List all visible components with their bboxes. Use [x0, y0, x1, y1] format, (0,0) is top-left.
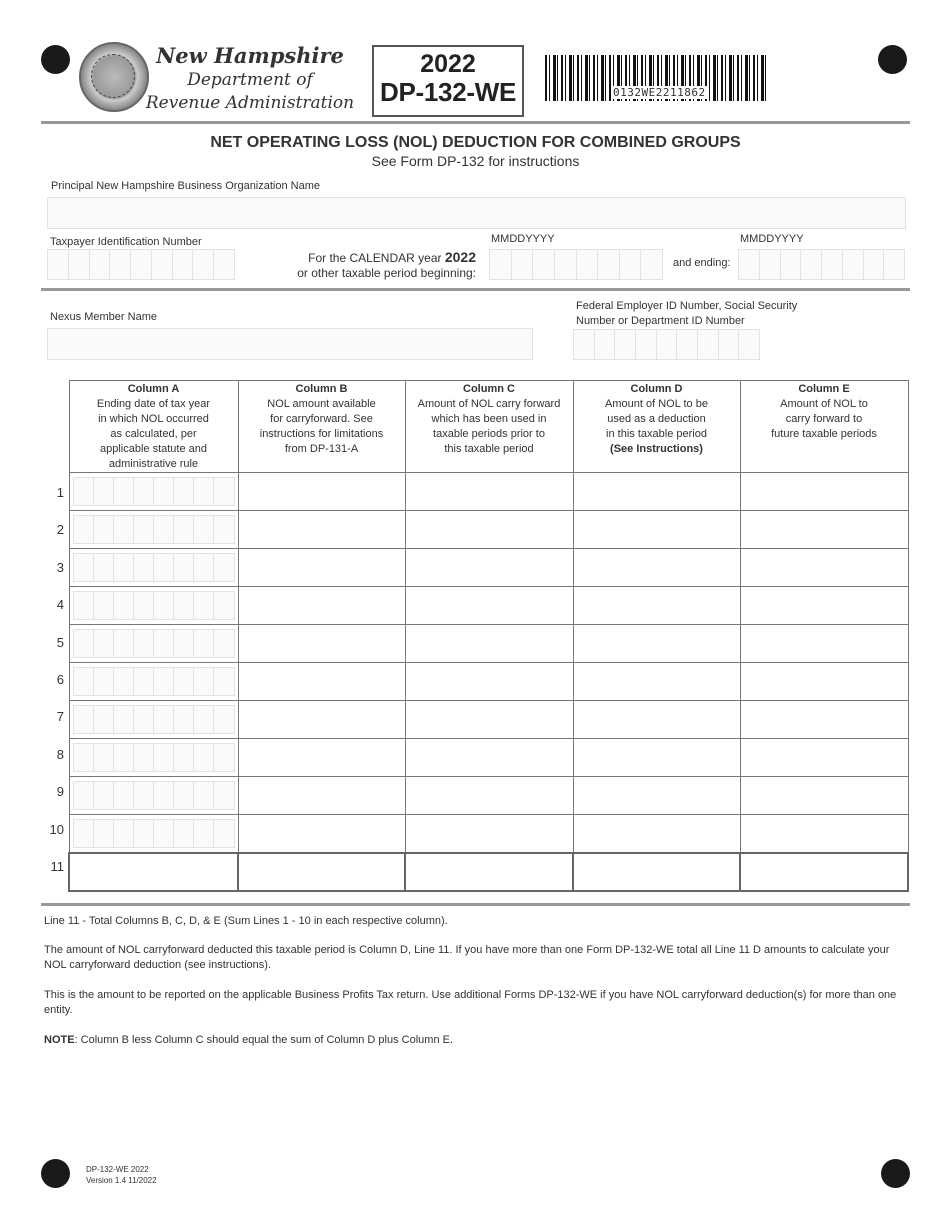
column-b-cell[interactable] [238, 853, 405, 891]
column-c-cell[interactable] [405, 701, 573, 739]
column-a-cell[interactable] [69, 473, 238, 511]
date-digit-boxes[interactable] [73, 553, 235, 582]
column-c-cell[interactable] [405, 587, 573, 625]
org-name-label: Principal New Hampshire Business Organization Name [51, 180, 321, 192]
nol-table-body [69, 473, 908, 892]
column-b-cell[interactable] [238, 663, 405, 701]
column-d-cell[interactable] [573, 853, 740, 891]
column-a-cell[interactable] [69, 739, 238, 777]
agency-name: New Hampshire [156, 43, 344, 68]
column-a-cell[interactable] [69, 853, 238, 891]
column-d-cell[interactable] [573, 739, 740, 777]
column-e-cell[interactable] [740, 701, 908, 739]
begin-date-input[interactable] [489, 249, 663, 280]
row-number: 2 [56, 522, 64, 538]
row-number: 8 [56, 746, 64, 762]
row-number: 5 [56, 634, 64, 650]
barcode-number: 0132WE2211862 [613, 86, 706, 99]
column-c-cell[interactable] [405, 473, 573, 511]
column-e-cell[interactable] [740, 549, 908, 587]
column-e-cell[interactable] [740, 853, 908, 891]
registration-mark-top-left [41, 45, 70, 74]
table-row [69, 549, 908, 587]
nexus-member-input[interactable] [47, 328, 533, 360]
row-number: 7 [56, 709, 64, 725]
tin-input[interactable] [47, 249, 235, 280]
agency-department: Department of Revenue Administration [145, 70, 355, 113]
registration-mark-top-right [878, 45, 907, 74]
column-d-cell[interactable] [573, 777, 740, 815]
column-d-header: Column D Amount of NOL to be used as a deduction in this taxable period (See Instructions) [573, 381, 740, 473]
begin-date-format: MMDDYYYY [491, 233, 555, 245]
column-d-cell[interactable] [573, 663, 740, 701]
header-divider [41, 121, 910, 124]
date-digit-boxes[interactable] [73, 819, 235, 848]
end-date-format: MMDDYYYY [740, 233, 804, 245]
date-digit-boxes[interactable] [73, 705, 235, 734]
column-b-cell[interactable] [238, 511, 405, 549]
column-c-cell[interactable] [405, 549, 573, 587]
ending-label: and ending: [673, 257, 731, 269]
form-year: 2022 [420, 50, 476, 78]
date-digit-boxes[interactable] [73, 743, 235, 772]
table-header-row [69, 381, 908, 473]
date-digit-boxes[interactable] [73, 781, 235, 810]
column-e-cell[interactable] [740, 625, 908, 663]
table-row [69, 739, 908, 777]
registration-mark-bottom-right [881, 1159, 910, 1188]
column-b-cell[interactable] [238, 701, 405, 739]
column-e-cell[interactable] [740, 511, 908, 549]
column-b-cell[interactable] [238, 739, 405, 777]
section-divider [41, 288, 910, 291]
date-digit-boxes[interactable] [73, 667, 235, 696]
column-c-cell[interactable] [405, 511, 573, 549]
state-seal-icon [79, 42, 149, 112]
form-number: DP-132-WE [380, 77, 516, 107]
column-a-cell[interactable] [69, 511, 238, 549]
org-name-input[interactable] [47, 197, 906, 229]
column-d-cell[interactable] [573, 473, 740, 511]
table-row [69, 777, 908, 815]
column-c-cell[interactable] [405, 815, 573, 854]
fein-input[interactable] [573, 329, 760, 360]
table-row [69, 625, 908, 663]
table-row [69, 663, 908, 701]
column-e-cell[interactable] [740, 587, 908, 625]
fein-label: Federal Employer ID Number, Social Security Number or Department ID Number [576, 300, 798, 327]
column-a-cell[interactable] [69, 815, 238, 854]
column-c-cell[interactable] [405, 663, 573, 701]
column-d-cell[interactable] [573, 701, 740, 739]
form-id-box [372, 45, 524, 117]
total-row [69, 853, 908, 891]
footer-form-ref: DP-132-WE 2022 [86, 1165, 149, 1174]
nol-table [68, 380, 909, 892]
column-e-cell[interactable] [740, 739, 908, 777]
row-number: 3 [56, 559, 64, 575]
column-a-cell[interactable] [69, 625, 238, 663]
column-a-cell[interactable] [69, 777, 238, 815]
calendar-year-value: 2022 [444, 249, 476, 265]
table-row [69, 815, 908, 854]
column-d-cell[interactable] [573, 815, 740, 854]
column-b-cell[interactable] [238, 473, 405, 511]
column-e-cell[interactable] [740, 663, 908, 701]
column-a-header: Column A Ending date of tax year in which NOL occurred as calculated, per applicable statute and administrative rule [69, 381, 238, 473]
column-e-cell[interactable] [740, 815, 908, 854]
column-c-cell[interactable] [405, 625, 573, 663]
column-a-cell[interactable] [69, 701, 238, 739]
column-e-cell[interactable] [740, 473, 908, 511]
column-b-header: Column B NOL amount available for carryforward. See instructions for limitations from DP-131-A [238, 381, 405, 473]
table-row [69, 701, 908, 739]
row-number: 11 [50, 859, 64, 874]
column-balance-note: NOTE: Column B less Column C should equal the sum of Column D plus Column E. [44, 1034, 454, 1046]
carryforward-note: The amount of NOL carryforward deducted this taxable period is Column D, Line 11. If you have more than one Form DP-132-WE total all Line 11 D amounts to calculate your NOL carryforward deduction (see instructions). [44, 944, 890, 971]
footer-version: Version 1.4 11/2022 [86, 1176, 157, 1185]
form-subtitle: See Form DP-132 for instructions [371, 153, 580, 169]
end-date-input[interactable] [738, 249, 905, 280]
nexus-member-label: Nexus Member Name [50, 311, 157, 323]
column-c-cell[interactable] [405, 853, 573, 891]
date-digit-boxes[interactable] [73, 477, 235, 506]
date-digit-boxes[interactable] [73, 629, 235, 658]
calendar-year-text: For the CALENDAR year 2022 [308, 249, 476, 265]
column-a-cell[interactable] [69, 549, 238, 587]
column-b-cell[interactable] [238, 587, 405, 625]
column-d-cell[interactable] [573, 549, 740, 587]
table-row [69, 473, 908, 511]
line11-note: Line 11 - Total Columns B, C, D, & E (Sum Lines 1 - 10 in each respective column). [44, 915, 448, 927]
column-b-cell[interactable] [238, 815, 405, 854]
column-e-cell[interactable] [740, 777, 908, 815]
row-number: 4 [56, 597, 64, 613]
column-b-cell[interactable] [238, 549, 405, 587]
table-row [69, 587, 908, 625]
period-beginning-text: or other taxable period beginning: [297, 266, 476, 280]
row-number: 9 [56, 784, 64, 800]
table-row [69, 511, 908, 549]
table-bottom-divider [41, 903, 910, 906]
column-a-cell[interactable] [69, 587, 238, 625]
column-d-cell[interactable] [573, 511, 740, 549]
date-digit-boxes[interactable] [73, 591, 235, 620]
column-c-cell[interactable] [405, 739, 573, 777]
column-a-cell[interactable] [69, 663, 238, 701]
column-e-header: Column E Amount of NOL to carry forward to future taxable periods [740, 381, 908, 473]
column-b-cell[interactable] [238, 777, 405, 815]
column-c-header: Column C Amount of NOL carry forward which has been used in taxable periods prior to this taxable period [405, 381, 573, 473]
form-title: NET OPERATING LOSS (NOL) DEDUCTION FOR COMBINED GROUPS [210, 134, 741, 151]
row-number: 10 [49, 821, 64, 837]
registration-mark-bottom-left [41, 1159, 70, 1188]
column-d-cell[interactable] [573, 625, 740, 663]
date-digit-boxes[interactable] [73, 515, 235, 544]
row-number: 6 [56, 672, 64, 687]
tin-label: Taxpayer Identification Number [50, 236, 202, 248]
row-number: 1 [56, 485, 64, 500]
column-b-cell[interactable] [238, 625, 405, 663]
column-c-cell[interactable] [405, 777, 573, 815]
column-d-cell[interactable] [573, 587, 740, 625]
report-note: This is the amount to be reported on the applicable Business Profits Tax return. Use additional Forms DP-132-WE if you have NOL carryforward deduction(s) for more than one entity. [44, 989, 897, 1016]
